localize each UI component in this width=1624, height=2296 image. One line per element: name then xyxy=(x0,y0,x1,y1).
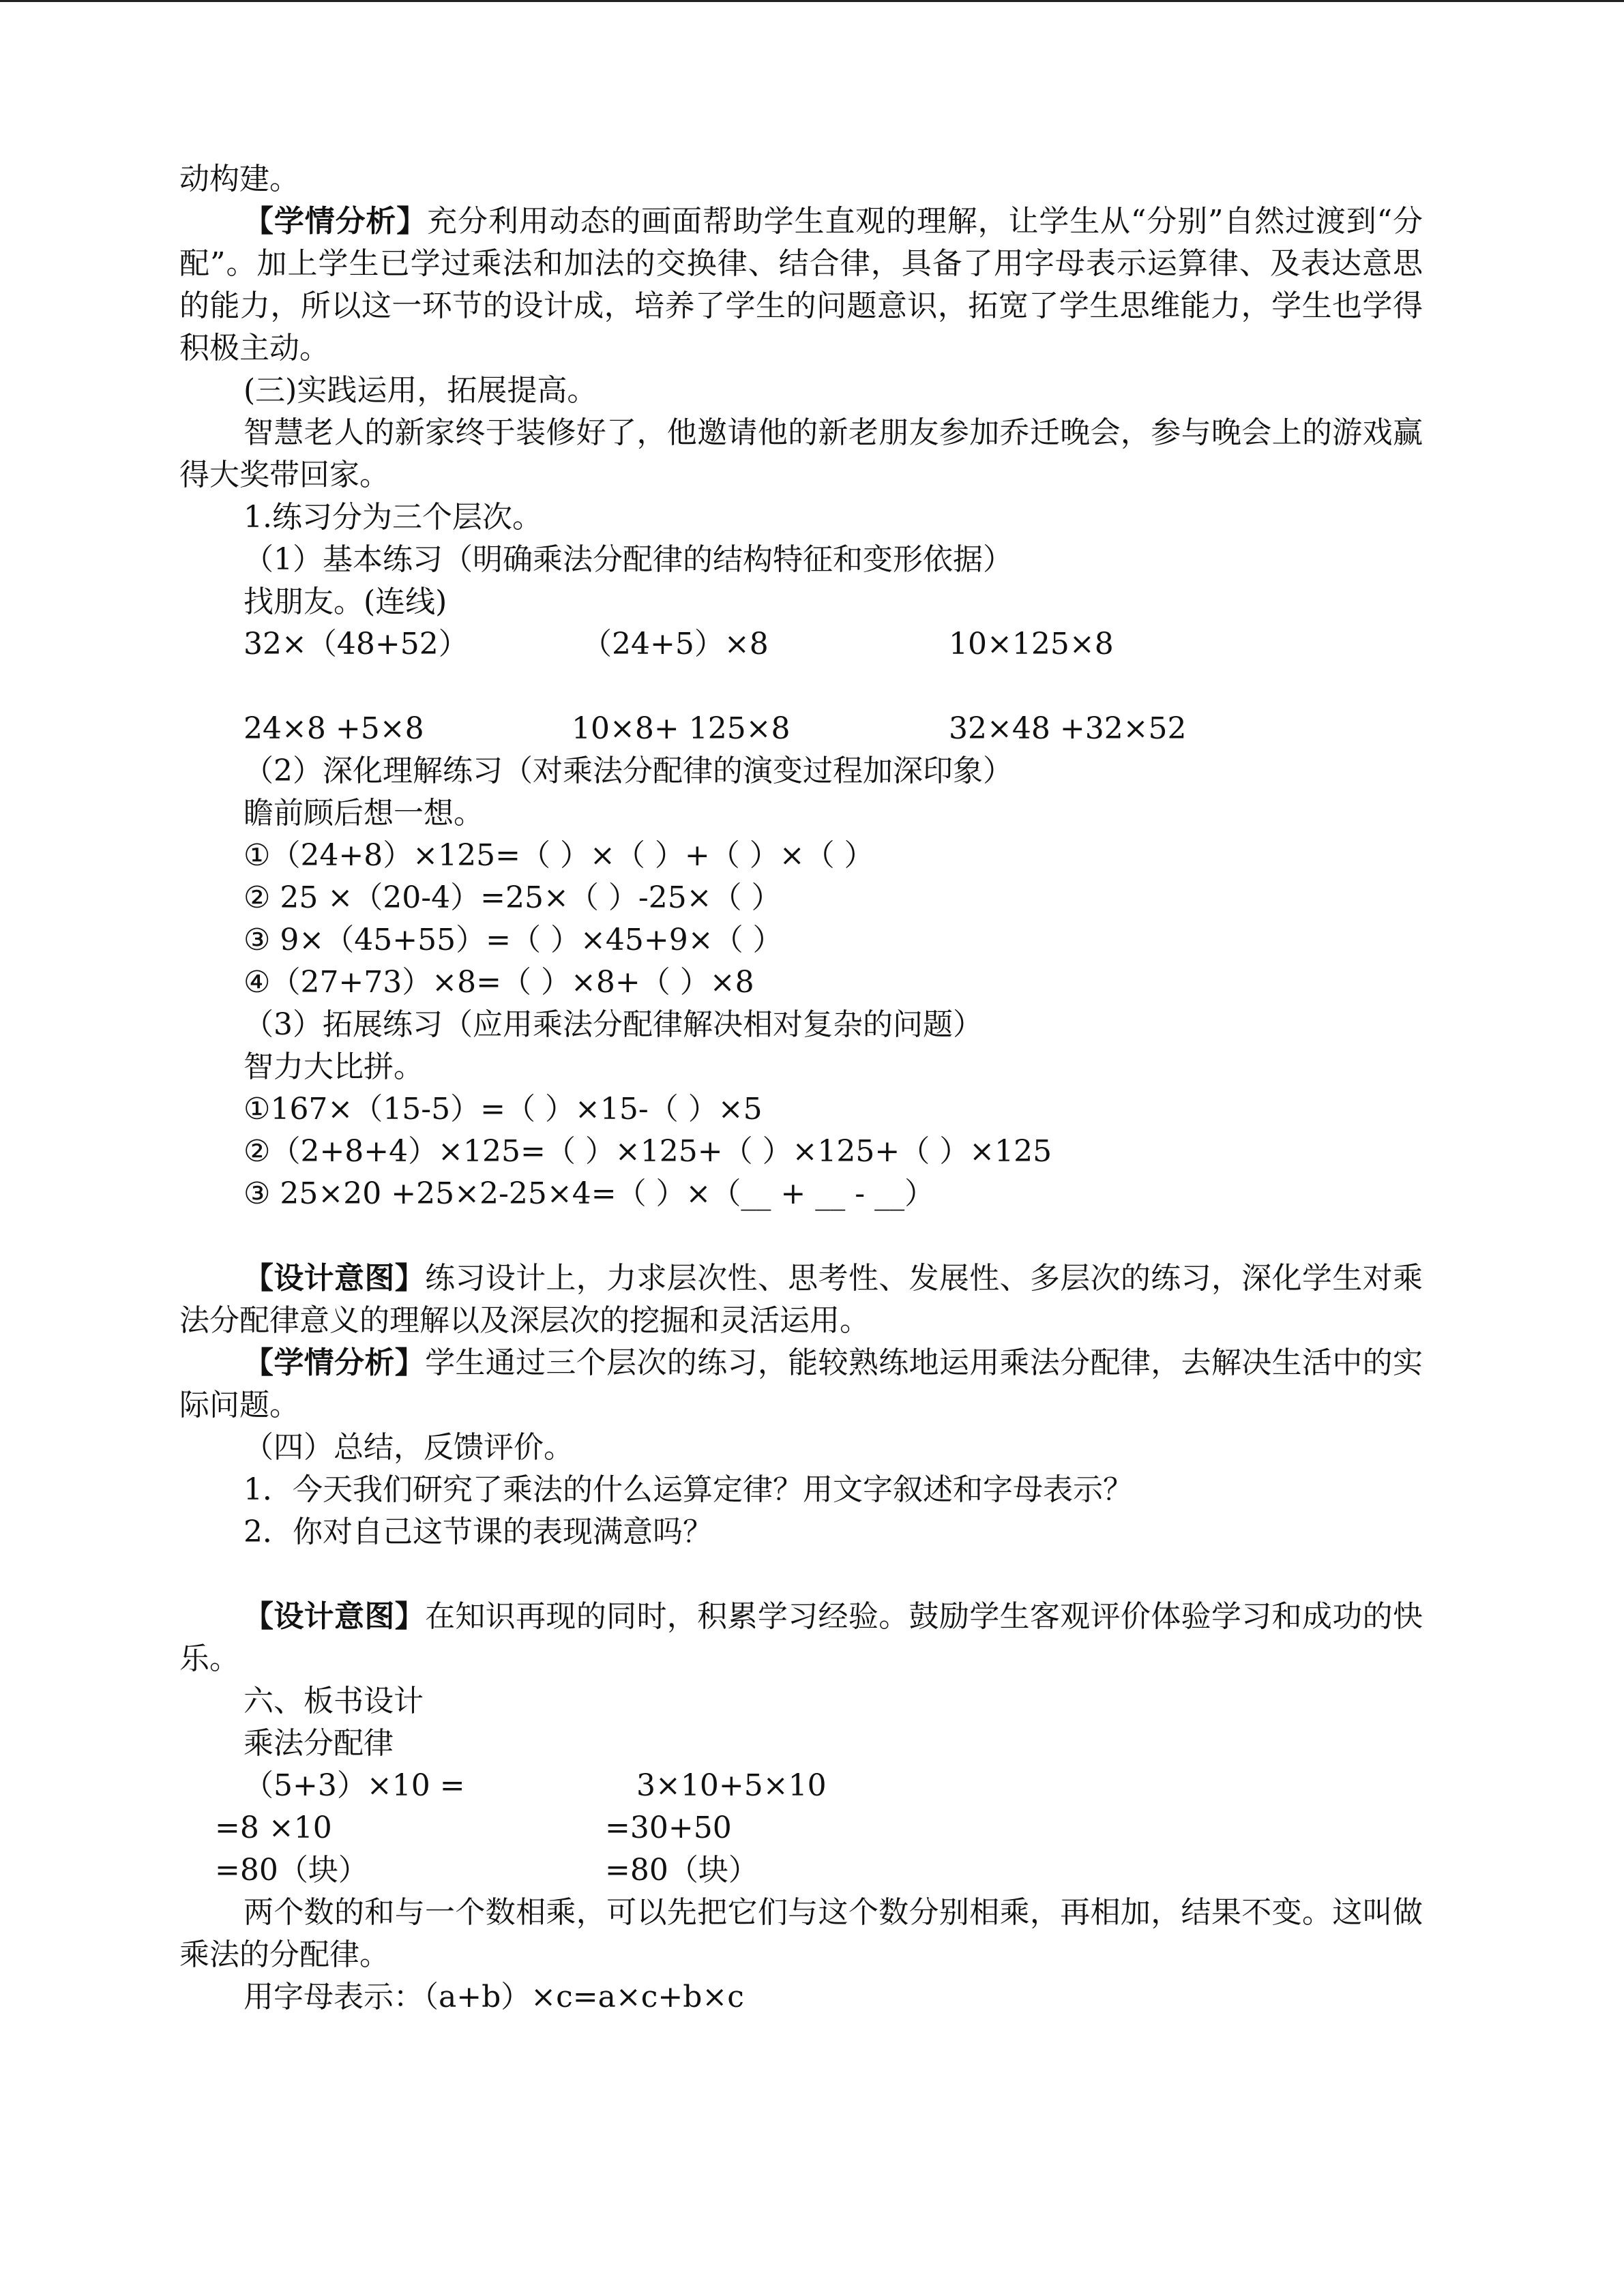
exercise-instruction: 智力大比拼。 xyxy=(243,1049,424,1084)
section-label: 【设计意图】 xyxy=(243,1261,426,1296)
expression: 24×8 +5×8 xyxy=(243,711,424,746)
blackboard-expression: （5+3）×10 = xyxy=(243,1768,465,1803)
matching-row-1 xyxy=(179,623,1423,666)
blackboard-expression: =80（块） xyxy=(605,1853,758,1888)
blackboard-title: 乘法分配律 xyxy=(243,1726,394,1761)
exercise-item: ②（2+8+4）×125=（ ）×125+（ ）×125+（ ）×125 xyxy=(243,1134,1052,1169)
section-heading-6: 六、板书设计 xyxy=(243,1684,424,1718)
exercise-item: ④（27+73）×8=（ ）×8+（ ）×8 xyxy=(243,965,754,1000)
paragraph-text: 充分利用动态的画面帮助学生直观的理解，让学生从“分别”自然过渡到“分配”。加上学生已学过乘法和加法的交换律、结合律，具备了用字母表示运算律、及表达意思的能力，所以这一环节的设计成，培养了学生的问题意识，拓宽了学生思维能力，学生也学得积极主动。 xyxy=(179,204,1423,366)
section-label: 【学情分析】 xyxy=(243,1345,426,1380)
paragraph-text: 两个数的和与一个数相乘，可以先把它们与这个数分别相乘，再相加，结果不变。这叫做乘法的分配律。 xyxy=(179,1895,1423,1972)
paragraph-design-intent-2 xyxy=(179,1596,1423,1680)
exercise-item: ①167×（15-5）=（ ）×15-（ ）×5 xyxy=(243,1092,763,1127)
expression: 32×（48+52） xyxy=(243,627,469,661)
spacer xyxy=(179,1553,1423,1596)
expression: 10×125×8 xyxy=(949,627,1114,661)
paragraph-text: 学生通过三个层次的练习，能较熟练地运用乘法分配律，去解决生活中的实际问题。 xyxy=(179,1345,1423,1422)
paragraph-design-intent-1 xyxy=(179,1257,1423,1342)
text-line: 动构建。 xyxy=(179,162,299,196)
paragraph-learning-analysis-1 xyxy=(179,200,1423,370)
top-border-rule xyxy=(0,0,1624,2)
exercise-item: ③ 9×（45+55）=（ ）×45+9×（ ） xyxy=(243,923,783,957)
blackboard-row-1 xyxy=(179,1765,1423,1807)
summary-item: 2．你对自己这节课的表现满意吗？ xyxy=(243,1515,713,1549)
paragraph-distributive-law xyxy=(179,1892,1423,1976)
formula-line: 用字母表示：（a+b）×c=a×c+b×c xyxy=(243,1980,744,2014)
exercise-item: ② 25 ×（20-4）=25×（ ）-25×（ ） xyxy=(243,880,782,915)
paragraph-story xyxy=(179,412,1423,496)
exercise-instruction: 瞻前顾后想一想。 xyxy=(243,796,484,831)
spacer xyxy=(179,1215,1423,1257)
paragraph-text: 练习设计上，力求层次性、思考性、发展性、多层次的练习，深化学生对乘法分配律意义的理解以及深层次的挖掘和灵活运用。 xyxy=(179,1261,1423,1338)
exercise-level-3: （3）拓展练习（应用乘法分配律解决相对复杂的问题） xyxy=(243,1007,983,1042)
paragraph-text: 智慧老人的新家终于装修好了，他邀请他的新老朋友参加乔迁晚会，参与晚会上的游戏赢得大奖带回家。 xyxy=(179,415,1423,492)
blackboard-expression: =30+50 xyxy=(605,1810,732,1845)
section-label: 【设计意图】 xyxy=(243,1599,426,1634)
blackboard-row-2 xyxy=(179,1807,1423,1849)
exercise-intro: 1.练习分为三个层次。 xyxy=(243,500,542,535)
section-heading-4: （四）总结，反馈评价。 xyxy=(243,1430,574,1465)
blackboard-expression: 3×10+5×10 xyxy=(636,1768,827,1803)
spacer xyxy=(179,666,1423,708)
summary-item: 1．今天我们研究了乘法的什么运算定律？用文字叙述和字母表示？ xyxy=(243,1472,1133,1507)
paragraph-text: 在知识再现的同时，积累学习经验。鼓励学生客观评价体验学习和成功的快乐。 xyxy=(179,1599,1423,1676)
section-label: 【学情分析】 xyxy=(243,204,428,239)
matching-row-2 xyxy=(179,708,1423,750)
matching-instruction: 找朋友。(连线) xyxy=(243,584,447,619)
expression: 10×8+ 125×8 xyxy=(572,711,791,746)
expression: 32×48 +32×52 xyxy=(949,711,1187,746)
blackboard-expression: =8 ×10 xyxy=(215,1810,332,1845)
blackboard-row-3 xyxy=(179,1849,1423,1892)
document-page xyxy=(179,158,1423,2018)
expression: （24+5）×8 xyxy=(582,627,769,661)
blackboard-expression: =80（块） xyxy=(215,1853,368,1888)
paragraph-learning-analysis-2 xyxy=(179,1342,1423,1427)
exercise-level-1: （1）基本练习（明确乘法分配律的结构特征和变形依据） xyxy=(243,542,1013,577)
exercise-item: ③ 25×20 +25×2-25×4=（ ）×（__ + __ - __） xyxy=(243,1176,935,1211)
exercise-level-2: （2）深化理解练习（对乘法分配律的演变过程加深印象） xyxy=(243,754,1013,788)
exercise-item: ①（24+8）×125=（ ）×（ ）+（ ）×（ ） xyxy=(243,838,874,873)
section-heading-3: (三)实践运用，拓展提高。 xyxy=(243,373,597,408)
